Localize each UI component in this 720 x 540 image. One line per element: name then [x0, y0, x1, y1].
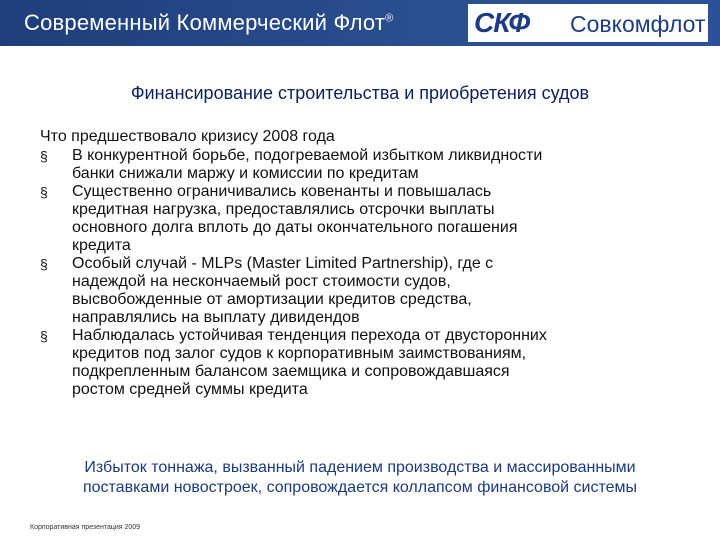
bullet-marker-icon: §: [40, 184, 48, 200]
list-item: [40, 183, 690, 255]
bullet-marker-icon: §: [40, 328, 48, 344]
bullet-text: Существенно ограничивались ковенанты и повышалась кредитная нагрузка, предоставлялись отсрочки выплаты основного долга вплоть до даты окончательного погашения кредита: [72, 183, 518, 254]
company-name: [24, 10, 393, 36]
bullet-marker-icon: §: [40, 148, 48, 164]
logo-text: Совкомфлот: [570, 11, 706, 37]
bullet-text: Особый случай - MLPs (Master Limited Partnership), где с надеждой на нескончаемый рост стоимости судов, высвобожденные от амортизации кредитов средства, направлялись на выплату дивидендов: [72, 255, 494, 326]
bullet-marker-icon: §: [40, 256, 48, 272]
slide-title: Финансирование строительства и приобретения судов: [130, 83, 590, 103]
list-item: [40, 255, 690, 327]
bullet-text: В конкурентной борьбе, подогреваемой избытком ликвидности банки снижали маржу и комиссии по кредитам: [72, 147, 543, 182]
list-item: [40, 327, 690, 399]
bullet-text: Наблюдалась устойчивая тенденция перехода от двусторонних кредитов под залог судов к корпоративным заимствованиям, подкрепленным балансом заемщика и сопровождавшаяся ростом средней суммы кредита: [72, 327, 547, 398]
registered-mark: ®: [385, 12, 394, 25]
lead-text: Что предшествовало кризису 2008 года: [40, 128, 335, 145]
company-name-text: Современный Коммерческий Флот: [24, 10, 386, 35]
slide-body: [40, 128, 690, 399]
bullet-list: [40, 147, 690, 399]
sovcomflot-logo: [468, 4, 708, 42]
header-bar: [0, 0, 720, 46]
conclusion-text: Избыток тоннажа, вызванный падением производства и массированными поставками новостроек, сопровождается коллапсом финансовой системы: [82, 459, 638, 496]
logo-mark: СКФ: [474, 7, 530, 38]
footer-note: Корпоративная презентация 2009: [30, 524, 141, 531]
list-item: [40, 147, 690, 183]
